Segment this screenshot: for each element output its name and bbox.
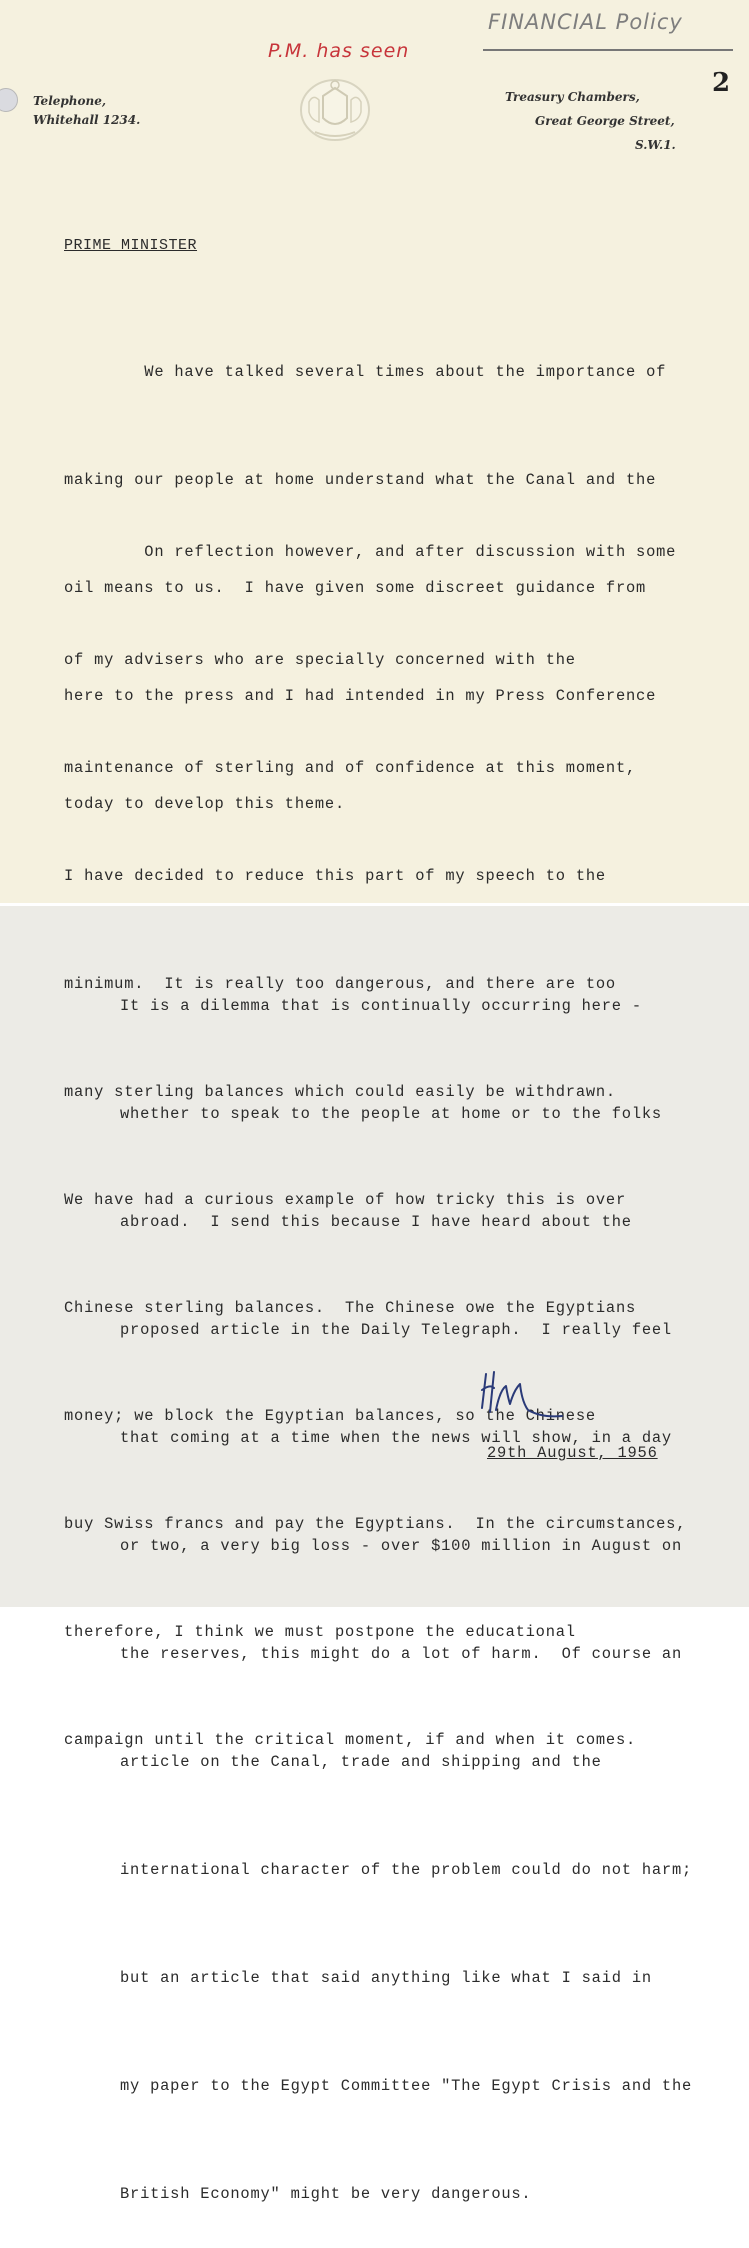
text-line: abroad. I send this because I have heard about the	[120, 1213, 632, 1231]
text-line: but an article that said anything like what I said in	[120, 1969, 652, 1987]
text-line: the reserves, this might do a lot of harm. Of course an	[120, 1645, 683, 1663]
text-line: article on the Canal, trade and shipping and the	[120, 1753, 602, 1771]
memo-addressee: PRIME MINISTER	[64, 237, 198, 254]
text-line: maintenance of sterling and of confidence at this moment,	[64, 759, 637, 777]
text-line: many sterling balances which could easily be withdrawn.	[64, 1083, 616, 1101]
royal-crest-emboss-icon	[295, 72, 375, 144]
text-line: proposed article in the Daily Telegraph. I really feel	[120, 1321, 672, 1339]
text-line: money; we block the Egyptian balances, so the Chinese	[64, 1407, 596, 1425]
handwritten-pm-seen-note: P.M. has seen	[268, 40, 410, 62]
text-line: British Economy" might be very dangerous.	[120, 2185, 532, 2203]
text-line: We have talked several times about the importance of	[64, 363, 667, 381]
text-line: We have had a curious example of how tricky this is over	[64, 1191, 627, 1209]
text-line: On reflection however, and after discussion with some	[64, 543, 677, 561]
telephone-label: Telephone,	[33, 94, 107, 108]
handwritten-signature	[478, 1368, 564, 1422]
text-line: oil means to us. I have given some discreet guidance from	[64, 579, 647, 597]
handwritten-file-category: FINANCIAL Policy	[488, 10, 683, 34]
text-line: here to the press and I had intended in my Press Conference	[64, 687, 657, 705]
text-line: that coming at a time when the news will show, in a day	[120, 1429, 672, 1447]
text-line: whether to speak to the people at home or to the folks	[120, 1105, 662, 1123]
text-line: of my advisers who are specially concerned with the	[64, 651, 576, 669]
page-number: 2	[712, 68, 731, 98]
text-line: campaign until the critical moment, if and when it comes.	[64, 1731, 637, 1749]
text-line: therefore, I think we must postpone the educational	[64, 1623, 576, 1641]
text-line: or two, a very big loss - over $100 million in August on	[120, 1537, 683, 1555]
telephone-number: Whitehall 1234.	[33, 113, 141, 127]
memo-paragraph-3	[120, 916, 692, 2248]
handwritten-underline	[483, 49, 733, 51]
address-line-3: S.W.1.	[635, 138, 676, 152]
text-line: making our people at home understand what the Canal and the	[64, 471, 657, 489]
letterhead-telephone	[33, 92, 140, 130]
text-line: my paper to the Egypt Committee "The Egypt Crisis and the	[120, 2077, 693, 2095]
text-line: international character of the problem could do not harm;	[120, 1861, 693, 1879]
address-line-2: Great George Street,	[535, 114, 675, 128]
memo-date: 29th August, 1956	[487, 1444, 658, 1462]
text-line: Chinese sterling balances. The Chinese owe the Egyptians	[64, 1299, 637, 1317]
address-line-1: Treasury Chambers,	[505, 90, 640, 104]
text-line: I have decided to reduce this part of my speech to the	[64, 867, 606, 885]
text-line: It is a dilemma that is continually occurring here -	[120, 997, 642, 1015]
text-line: today to develop this theme.	[64, 795, 346, 813]
text-line: buy Swiss francs and pay the Egyptians. In the circumstances,	[64, 1515, 687, 1533]
text-line: minimum. It is really too dangerous, and there are too	[64, 975, 616, 993]
